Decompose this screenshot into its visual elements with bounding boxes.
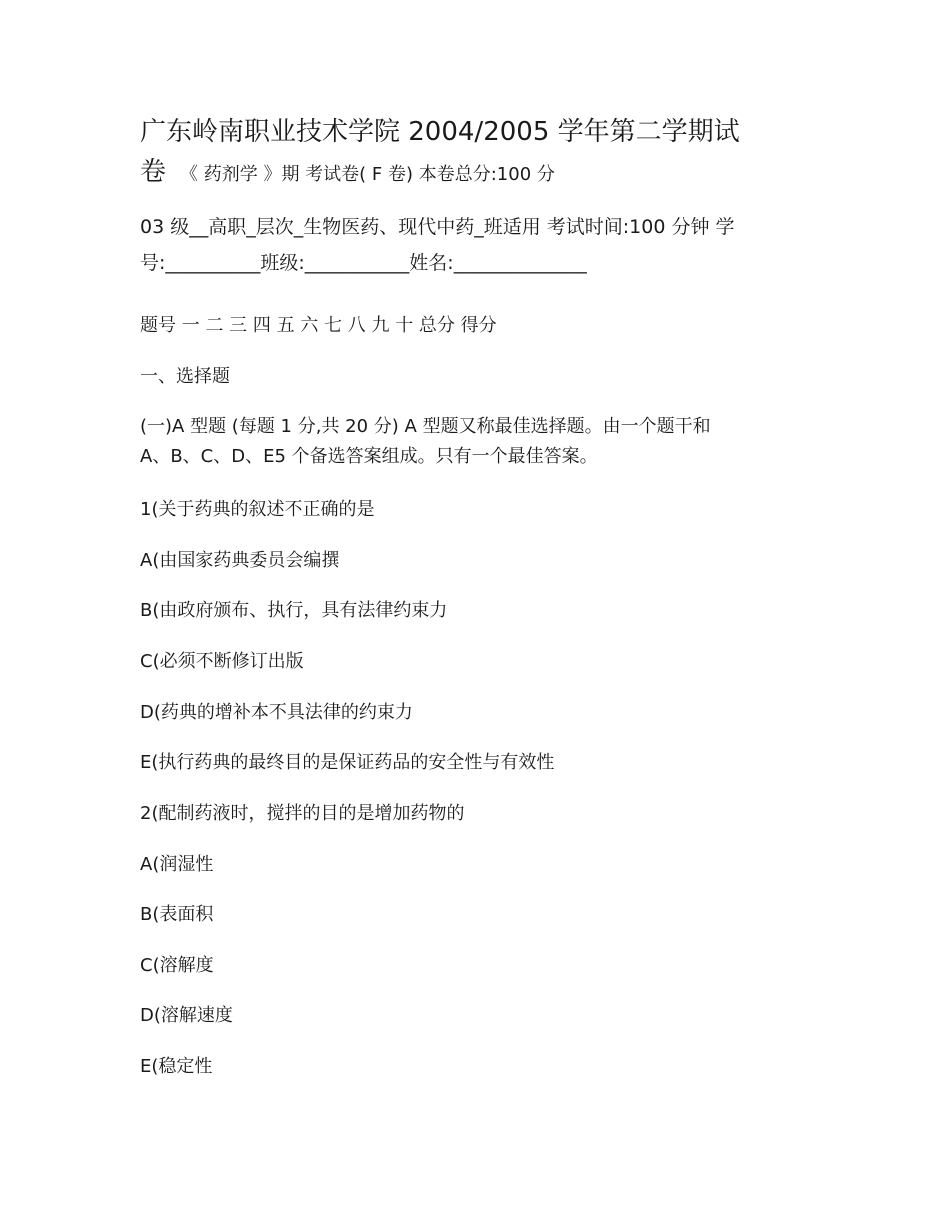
exam-info-line-1: 03 级__高职_层次_生物医药、现代中药_班适用 考试时间:100 分钟 学 — [140, 216, 735, 238]
score-table-row: 题号 一 二 三 四 五 六 七 八 九 十 总分 得分 — [140, 315, 497, 336]
question-2-stem: 2(配制药液时，搅拌的目的是增加药物的 — [140, 803, 465, 824]
question-1-option-b: B(由政府颁布、执行，具有法律约束力 — [140, 600, 448, 621]
section-intro-line-1: (一)A 型题 (每题 1 分,共 20 分) A 型题又称最佳选择题。由一个题干和 — [140, 416, 711, 437]
question-1-option-a: A(由国家药典委员会编撰 — [140, 550, 340, 571]
exam-info — [140, 209, 808, 281]
exam-title-tail: 卷 — [140, 157, 167, 187]
section-intro-line-2: A、B、C、D、E5 个备选答案组成。只有一个最佳答案。 — [140, 446, 598, 467]
exam-title-line-2 — [140, 152, 808, 195]
question-1-stem: 1(关于药典的叙述不正确的是 — [140, 499, 375, 520]
question-2-option-a: A(润湿性 — [140, 854, 214, 875]
section-title: 一、选择题 — [140, 366, 230, 387]
section-intro — [140, 412, 808, 472]
question-1-option-e: E(执行药典的最终目的是保证药品的安全性与有效性 — [140, 752, 555, 773]
question-1-option-c: C(必须不断修订出版 — [140, 651, 304, 672]
exam-title-line-1: 广东岭南职业技术学院 2004/2005 学年第二学期试 — [140, 117, 740, 147]
exam-info-line-2: 号:__________班级:___________姓名:______________ — [140, 252, 587, 274]
question-1-option-d: D(药典的增补本不具法律的约束力 — [140, 702, 413, 723]
question-2-option-e: E(稳定性 — [140, 1056, 213, 1077]
question-2-option-c: C(溶解度 — [140, 955, 214, 976]
document-page — [140, 112, 808, 281]
question-2-option-b: B(表面积 — [140, 904, 214, 925]
exam-subtitle: 《 药剂学 》期 考试卷( F 卷) 本卷总分:100 分 — [180, 164, 555, 185]
question-2-option-d: D(溶解速度 — [140, 1005, 233, 1026]
